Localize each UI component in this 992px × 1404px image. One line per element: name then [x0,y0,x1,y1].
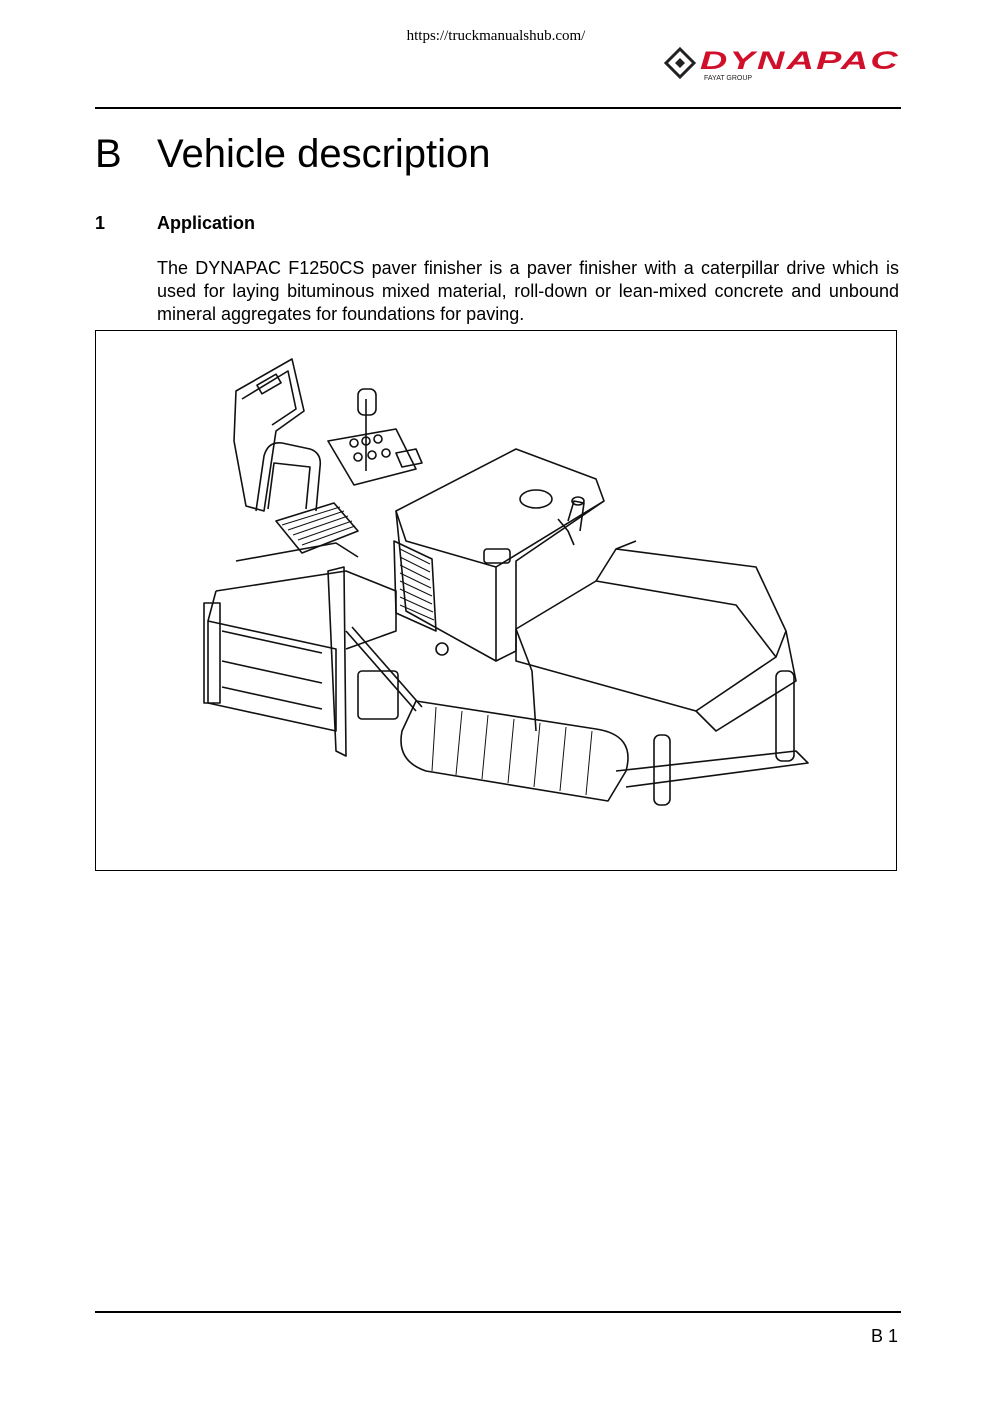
section-number: 1 [95,213,106,233]
chapter-title: Vehicle description [157,132,491,176]
paver-finisher-figure [95,330,897,871]
chapter-heading [95,130,491,178]
section-title: Application [157,213,255,233]
paver-finisher-drawing [96,331,896,870]
section-heading [95,212,255,234]
dynapac-logo [664,46,904,86]
header-rule [95,107,901,109]
chapter-letter: B [95,132,122,176]
footer-rule [95,1311,901,1313]
svg-text:DYNAPAC: DYNAPAC [700,47,900,75]
svg-text:FAYAT GROUP: FAYAT GROUP [704,75,753,82]
dynapac-diamond-icon [666,49,694,77]
page-number: B 1 [870,1326,898,1346]
source-url: https://truckmanualshub.com/ [406,28,586,44]
section-paragraph: The DYNAPAC F1250CS paver finisher is a paver finisher with a caterpillar drive which is used for laying bituminous mixed material, roll-down or lean-mixed concrete and unbound mineral aggregates for foundations for paving. [157,258,899,324]
